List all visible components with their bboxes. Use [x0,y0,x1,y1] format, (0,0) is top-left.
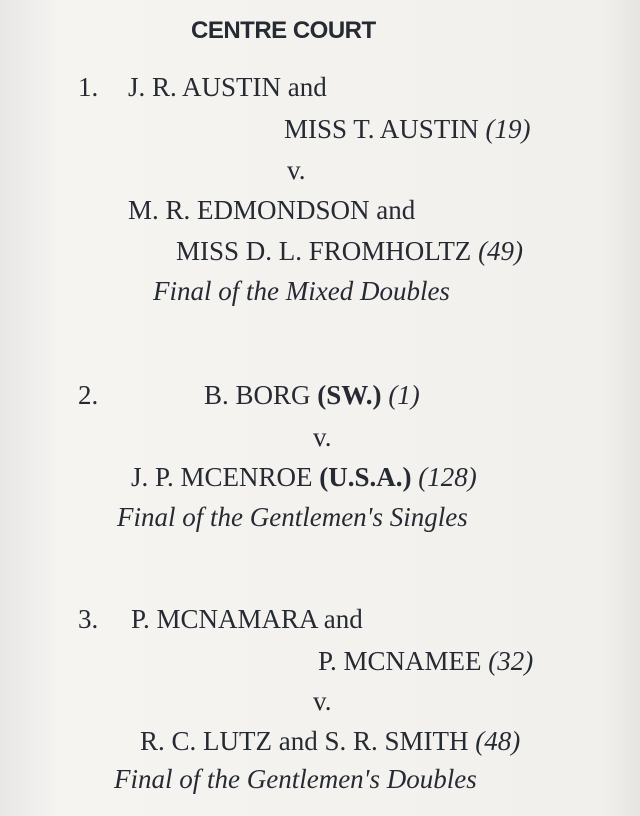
player-name: MISS D. L. FROMHOLTZ [176,236,472,266]
seed-number: (49) [478,236,524,266]
team-line [318,646,533,676]
player-name: J. P. MCENROE [131,462,313,492]
event-label: Final of the Gentlemen's Singles [117,502,468,532]
seed-number: (19) [485,114,531,144]
team-line: J. R. AUSTIN and [128,72,327,102]
seed-number: (32) [488,646,534,676]
team-line: P. MCNAMARA and [131,604,363,634]
versus-label: v. [287,155,306,185]
seed-number: (128) [418,462,477,492]
versus-label: v. [313,686,332,716]
match-number: 2. [78,380,99,410]
versus-label: v. [313,422,332,452]
event-label: Final of the Gentlemen's Doubles [114,764,477,794]
player-name: R. C. LUTZ and S. R. SMITH [140,726,469,756]
country-code: (U.S.A.) [319,462,412,492]
player-name: B. BORG [204,380,311,410]
player-name: MISS T. AUSTIN [284,114,479,144]
country-code: (SW.) [317,380,382,410]
seed-number: (1) [388,380,420,410]
player-line [131,462,477,492]
match-number: 3. [78,604,99,634]
team-line [140,726,520,756]
player-name: P. MCNAMEE [318,646,482,676]
court-heading: CENTRE COURT [191,17,376,44]
event-label: Final of the Mixed Doubles [153,276,450,306]
team-line [284,114,531,144]
seed-number: (48) [475,726,521,756]
team-line: M. R. EDMONDSON and [128,195,416,225]
match-number: 1. [78,72,99,102]
team-line [176,236,523,266]
player-line [204,380,420,410]
